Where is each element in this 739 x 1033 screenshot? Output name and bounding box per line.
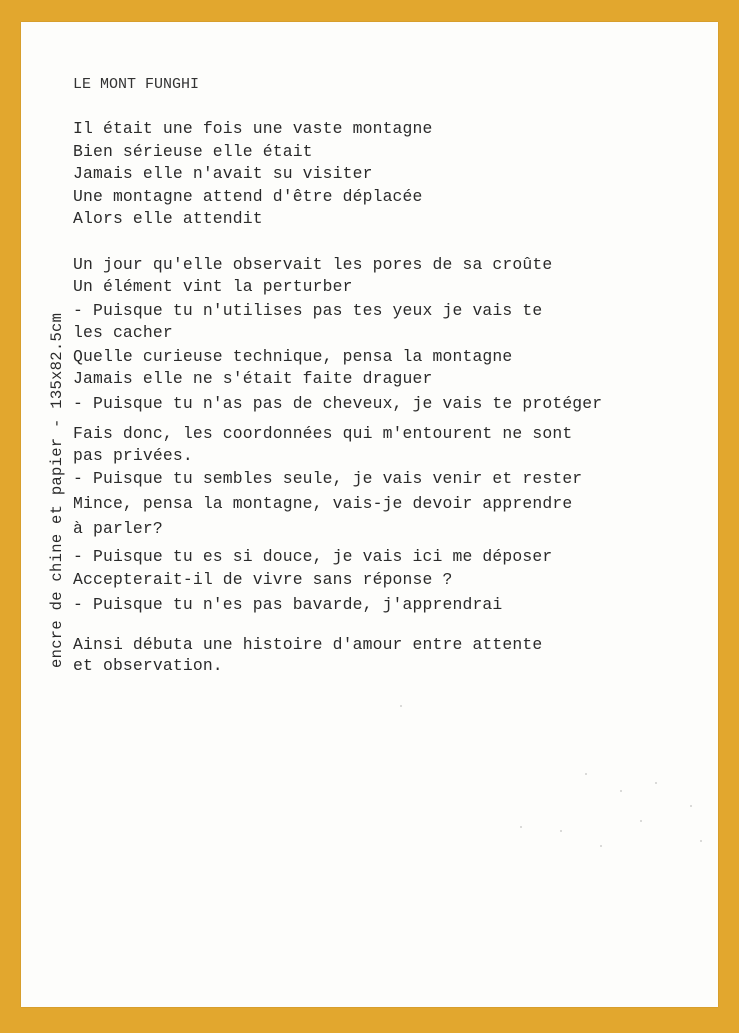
poem-line: Jamais elle n'avait su visiter xyxy=(73,164,373,183)
poem-line: Mince, pensa la montagne, vais-je devoir apprendre xyxy=(73,494,573,513)
paper-speck xyxy=(640,820,642,822)
poem-line: - Puisque tu sembles seule, je vais venir et rester xyxy=(73,469,583,488)
paper-speck xyxy=(620,790,622,792)
poem-line: Un jour qu'elle observait les pores de sa croûte xyxy=(73,255,553,274)
poem-line: les cacher xyxy=(73,323,173,342)
document-title: LE MONT FUNGHI xyxy=(73,76,200,93)
paper-speck xyxy=(655,782,657,784)
poem-line: - Puisque tu n'es pas bavarde, j'apprendrai xyxy=(73,595,503,614)
poem-line: - Puisque tu n'as pas de cheveux, je vais te protéger xyxy=(73,394,603,413)
poem-line: à parler? xyxy=(73,519,163,538)
poem-line: Il était une fois une vaste montagne xyxy=(73,119,433,138)
poem-line: Accepterait-il de vivre sans réponse ? xyxy=(73,570,453,589)
paper-speck xyxy=(400,705,402,707)
paper-speck xyxy=(585,773,587,775)
paper-speck xyxy=(700,840,702,842)
paper-speck xyxy=(560,830,562,832)
poem-line: Un élément vint la perturber xyxy=(73,277,353,296)
poem-line: Jamais elle ne s'était faite draguer xyxy=(73,369,433,388)
side-caption: encre de chine et papier - 135x82.5cm xyxy=(48,312,66,668)
poem-line: - Puisque tu n'utilises pas tes yeux je vais te xyxy=(73,301,543,320)
paper-speck xyxy=(600,845,602,847)
poem-line: Alors elle attendit xyxy=(73,209,263,228)
poem-line: Fais donc, les coordonnées qui m'entourent ne sont xyxy=(73,424,573,443)
poem-line: Ainsi débuta une histoire d'amour entre attente xyxy=(73,635,543,654)
poem-line: et observation. xyxy=(73,656,223,675)
paper-speck xyxy=(690,805,692,807)
poem-line: Quelle curieuse technique, pensa la montagne xyxy=(73,347,513,366)
poem-line: Bien sérieuse elle était xyxy=(73,142,313,161)
poem-line: pas privées. xyxy=(73,446,193,465)
poem-line: - Puisque tu es si douce, je vais ici me déposer xyxy=(73,547,553,566)
poem-line: Une montagne attend d'être déplacée xyxy=(73,187,423,206)
paper-speck xyxy=(520,826,522,828)
